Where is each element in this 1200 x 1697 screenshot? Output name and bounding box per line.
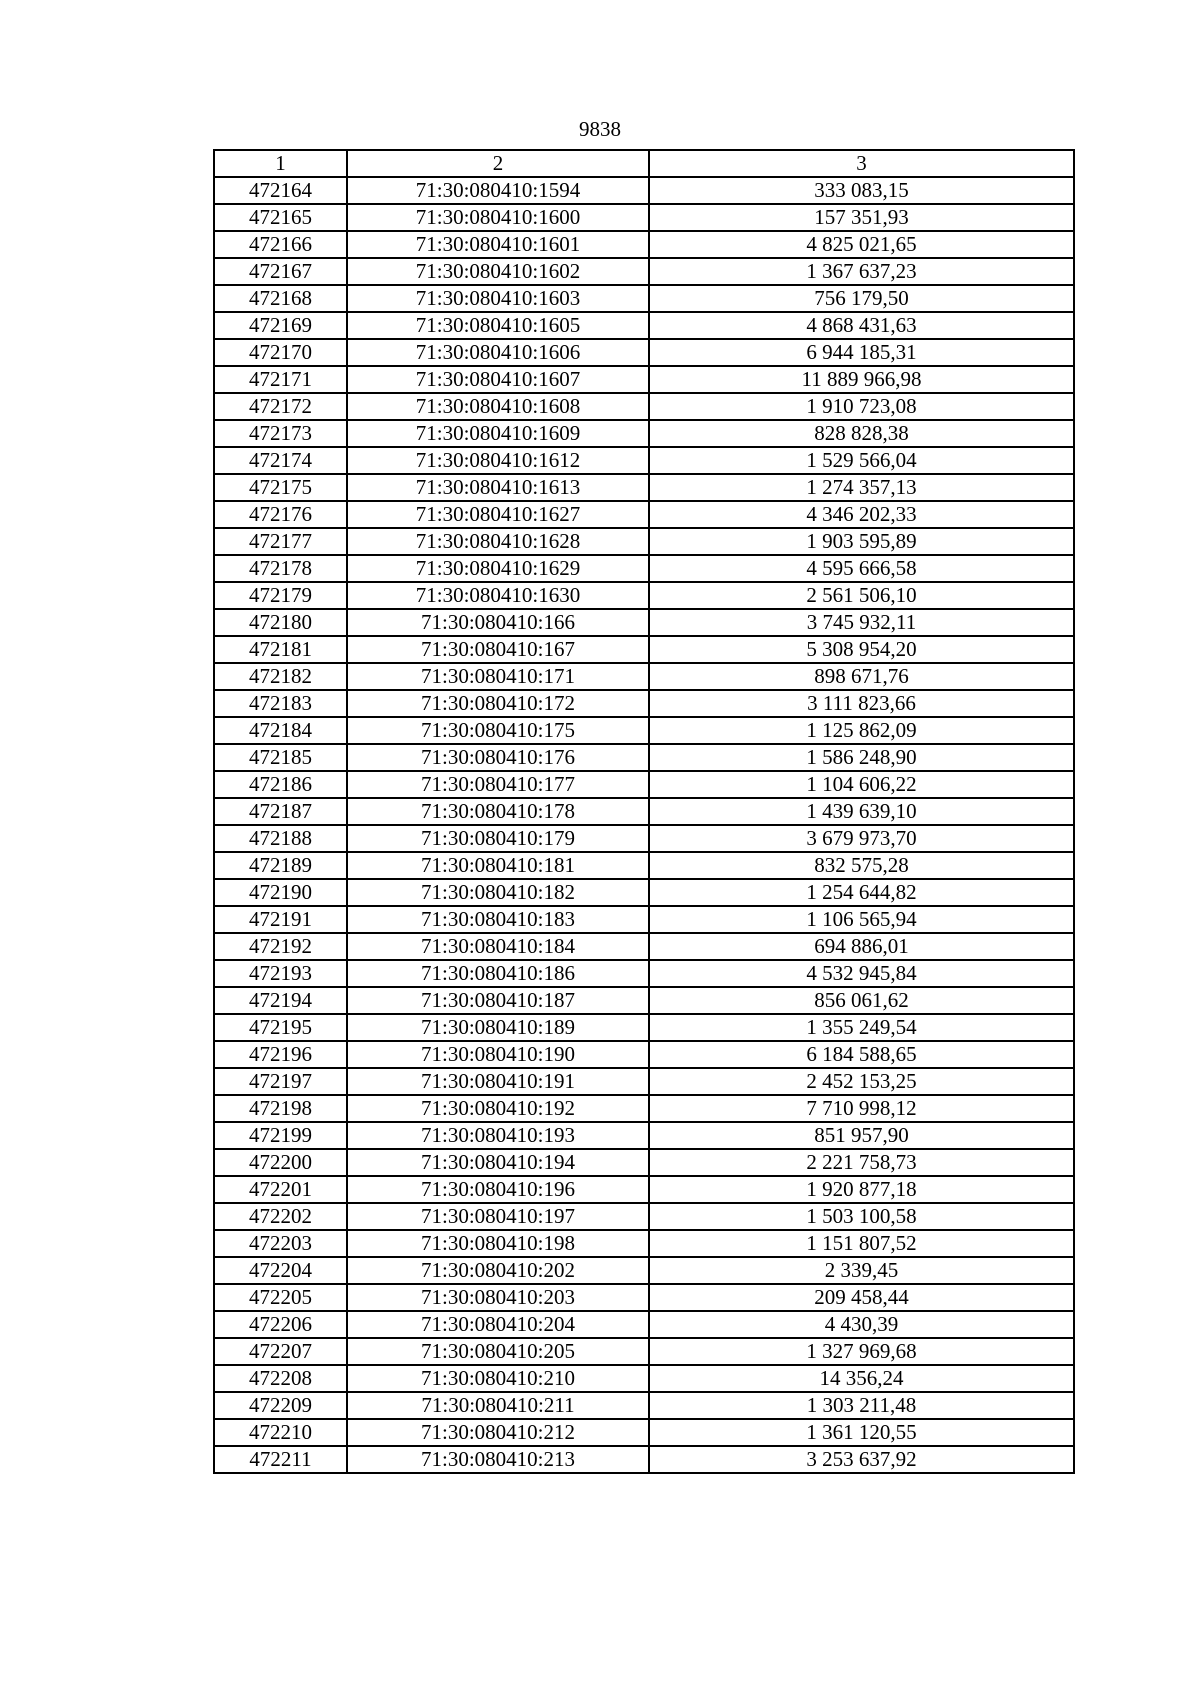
record-number-cell: 472168 <box>214 285 347 312</box>
table-row <box>214 879 1074 906</box>
record-number-cell: 472180 <box>214 609 347 636</box>
cadastral-number-cell: 71:30:080410:193 <box>347 1122 649 1149</box>
value-cell: 756 179,50 <box>649 285 1074 312</box>
header-row <box>214 150 1074 177</box>
record-number-cell: 472200 <box>214 1149 347 1176</box>
cadastral-number-cell: 71:30:080410:1602 <box>347 258 649 285</box>
cadastral-number-cell: 71:30:080410:1605 <box>347 312 649 339</box>
value-cell: 1 439 639,10 <box>649 798 1074 825</box>
record-number-cell: 472196 <box>214 1041 347 1068</box>
cadastral-number-cell: 71:30:080410:203 <box>347 1284 649 1311</box>
cadastral-number-cell: 71:30:080410:166 <box>347 609 649 636</box>
record-number-cell: 472192 <box>214 933 347 960</box>
page-number: 9838 <box>579 117 621 141</box>
record-number-cell: 472188 <box>214 825 347 852</box>
value-cell: 209 458,44 <box>649 1284 1074 1311</box>
value-cell: 828 828,38 <box>649 420 1074 447</box>
cadastral-number-cell: 71:30:080410:181 <box>347 852 649 879</box>
cadastral-number-cell: 71:30:080410:192 <box>347 1095 649 1122</box>
table-row <box>214 663 1074 690</box>
value-cell: 1 104 606,22 <box>649 771 1074 798</box>
table-row <box>214 204 1074 231</box>
value-cell: 851 957,90 <box>649 1122 1074 1149</box>
table-row <box>214 1419 1074 1446</box>
value-cell: 4 868 431,63 <box>649 312 1074 339</box>
value-cell: 1 361 120,55 <box>649 1419 1074 1446</box>
record-number-cell: 472194 <box>214 987 347 1014</box>
record-number-cell: 472197 <box>214 1068 347 1095</box>
record-number-cell: 472173 <box>214 420 347 447</box>
record-number-cell: 472179 <box>214 582 347 609</box>
table-row <box>214 1122 1074 1149</box>
value-cell: 898 671,76 <box>649 663 1074 690</box>
cadastral-number-cell: 71:30:080410:187 <box>347 987 649 1014</box>
table-row <box>214 717 1074 744</box>
table-row <box>214 1230 1074 1257</box>
value-cell: 1 254 644,82 <box>649 879 1074 906</box>
record-number-cell: 472184 <box>214 717 347 744</box>
table-row <box>214 1149 1074 1176</box>
table-row <box>214 528 1074 555</box>
cadastral-number-cell: 71:30:080410:1613 <box>347 474 649 501</box>
cadastral-number-cell: 71:30:080410:1600 <box>347 204 649 231</box>
record-number-cell: 472177 <box>214 528 347 555</box>
cadastral-number-cell: 71:30:080410:1601 <box>347 231 649 258</box>
value-cell: 157 351,93 <box>649 204 1074 231</box>
record-number-cell: 472174 <box>214 447 347 474</box>
table-row <box>214 339 1074 366</box>
value-cell: 2 221 758,73 <box>649 1149 1074 1176</box>
column-header-2: 2 <box>347 150 649 177</box>
value-cell: 4 532 945,84 <box>649 960 1074 987</box>
cadastral-number-cell: 71:30:080410:177 <box>347 771 649 798</box>
value-cell: 1 586 248,90 <box>649 744 1074 771</box>
value-cell: 1 355 249,54 <box>649 1014 1074 1041</box>
value-cell: 11 889 966,98 <box>649 366 1074 393</box>
value-cell: 1 125 862,09 <box>649 717 1074 744</box>
table-row <box>214 960 1074 987</box>
cadastral-number-cell: 71:30:080410:1609 <box>347 420 649 447</box>
cadastral-number-cell: 71:30:080410:184 <box>347 933 649 960</box>
cadastral-number-cell: 71:30:080410:183 <box>347 906 649 933</box>
cadastral-number-cell: 71:30:080410:176 <box>347 744 649 771</box>
cadastral-number-cell: 71:30:080410:171 <box>347 663 649 690</box>
table-row <box>214 1041 1074 1068</box>
data-table <box>213 149 1075 1474</box>
record-number-cell: 472201 <box>214 1176 347 1203</box>
column-header-3: 3 <box>649 150 1074 177</box>
record-number-cell: 472203 <box>214 1230 347 1257</box>
table-row <box>214 1257 1074 1284</box>
cadastral-number-cell: 71:30:080410:182 <box>347 879 649 906</box>
value-cell: 1 503 100,58 <box>649 1203 1074 1230</box>
value-cell: 1 151 807,52 <box>649 1230 1074 1257</box>
value-cell: 1 106 565,94 <box>649 906 1074 933</box>
table-header <box>214 150 1074 177</box>
cadastral-number-cell: 71:30:080410:191 <box>347 1068 649 1095</box>
record-number-cell: 472199 <box>214 1122 347 1149</box>
value-cell: 856 061,62 <box>649 987 1074 1014</box>
value-cell: 14 356,24 <box>649 1365 1074 1392</box>
table-row <box>214 1068 1074 1095</box>
table-row <box>214 177 1074 204</box>
table-row <box>214 1446 1074 1473</box>
table-row <box>214 366 1074 393</box>
value-cell: 4 430,39 <box>649 1311 1074 1338</box>
table-row <box>214 1203 1074 1230</box>
cadastral-number-cell: 71:30:080410:1606 <box>347 339 649 366</box>
record-number-cell: 472209 <box>214 1392 347 1419</box>
value-cell: 1 529 566,04 <box>649 447 1074 474</box>
value-cell: 1 367 637,23 <box>649 258 1074 285</box>
table-row <box>214 1365 1074 1392</box>
record-number-cell: 472167 <box>214 258 347 285</box>
record-number-cell: 472190 <box>214 879 347 906</box>
value-cell: 1 903 595,89 <box>649 528 1074 555</box>
cadastral-number-cell: 71:30:080410:179 <box>347 825 649 852</box>
table-row <box>214 393 1074 420</box>
value-cell: 1 327 969,68 <box>649 1338 1074 1365</box>
cadastral-number-cell: 71:30:080410:189 <box>347 1014 649 1041</box>
table-row <box>214 1392 1074 1419</box>
cadastral-number-cell: 71:30:080410:1603 <box>347 285 649 312</box>
table-row <box>214 1176 1074 1203</box>
record-number-cell: 472186 <box>214 771 347 798</box>
value-cell: 4 825 021,65 <box>649 231 1074 258</box>
cadastral-number-cell: 71:30:080410:1594 <box>347 177 649 204</box>
record-number-cell: 472206 <box>214 1311 347 1338</box>
record-number-cell: 472182 <box>214 663 347 690</box>
record-number-cell: 472172 <box>214 393 347 420</box>
value-cell: 1 920 877,18 <box>649 1176 1074 1203</box>
table-row <box>214 825 1074 852</box>
table-row <box>214 420 1074 447</box>
record-number-cell: 472181 <box>214 636 347 663</box>
record-number-cell: 472171 <box>214 366 347 393</box>
table-row <box>214 1095 1074 1122</box>
value-cell: 4 346 202,33 <box>649 501 1074 528</box>
cadastral-number-cell: 71:30:080410:196 <box>347 1176 649 1203</box>
record-number-cell: 472166 <box>214 231 347 258</box>
table-row <box>214 933 1074 960</box>
record-number-cell: 472208 <box>214 1365 347 1392</box>
table-row <box>214 555 1074 582</box>
cadastral-number-cell: 71:30:080410:210 <box>347 1365 649 1392</box>
cadastral-number-cell: 71:30:080410:1629 <box>347 555 649 582</box>
cadastral-number-cell: 71:30:080410:194 <box>347 1149 649 1176</box>
value-cell: 1 910 723,08 <box>649 393 1074 420</box>
cadastral-number-cell: 71:30:080410:198 <box>347 1230 649 1257</box>
table-row <box>214 1311 1074 1338</box>
table-row <box>214 285 1074 312</box>
cadastral-number-cell: 71:30:080410:167 <box>347 636 649 663</box>
value-cell: 1 303 211,48 <box>649 1392 1074 1419</box>
table-row <box>214 447 1074 474</box>
record-number-cell: 472170 <box>214 339 347 366</box>
record-number-cell: 472164 <box>214 177 347 204</box>
record-number-cell: 472210 <box>214 1419 347 1446</box>
record-number-cell: 472205 <box>214 1284 347 1311</box>
table-body <box>214 177 1074 1473</box>
table-row <box>214 1284 1074 1311</box>
table-row <box>214 771 1074 798</box>
cadastral-number-cell: 71:30:080410:190 <box>347 1041 649 1068</box>
table-row <box>214 474 1074 501</box>
table-row <box>214 798 1074 825</box>
table-row <box>214 852 1074 879</box>
cadastral-number-cell: 71:30:080410:212 <box>347 1419 649 1446</box>
table-row <box>214 501 1074 528</box>
value-cell: 2 339,45 <box>649 1257 1074 1284</box>
value-cell: 1 274 357,13 <box>649 474 1074 501</box>
table-row <box>214 987 1074 1014</box>
table-row <box>214 1338 1074 1365</box>
cadastral-number-cell: 71:30:080410:1608 <box>347 393 649 420</box>
value-cell: 3 253 637,92 <box>649 1446 1074 1473</box>
table-row <box>214 258 1074 285</box>
cadastral-number-cell: 71:30:080410:178 <box>347 798 649 825</box>
record-number-cell: 472198 <box>214 1095 347 1122</box>
value-cell: 3 111 823,66 <box>649 690 1074 717</box>
table-row <box>214 231 1074 258</box>
value-cell: 3 679 973,70 <box>649 825 1074 852</box>
record-number-cell: 472176 <box>214 501 347 528</box>
table-row <box>214 312 1074 339</box>
record-number-cell: 472193 <box>214 960 347 987</box>
record-number-cell: 472211 <box>214 1446 347 1473</box>
record-number-cell: 472204 <box>214 1257 347 1284</box>
value-cell: 6 944 185,31 <box>649 339 1074 366</box>
record-number-cell: 472185 <box>214 744 347 771</box>
value-cell: 333 083,15 <box>649 177 1074 204</box>
column-header-1: 1 <box>214 150 347 177</box>
cadastral-number-cell: 71:30:080410:197 <box>347 1203 649 1230</box>
table-row <box>214 690 1074 717</box>
cadastral-number-cell: 71:30:080410:175 <box>347 717 649 744</box>
value-cell: 4 595 666,58 <box>649 555 1074 582</box>
value-cell: 3 745 932,11 <box>649 609 1074 636</box>
record-number-cell: 472189 <box>214 852 347 879</box>
cadastral-number-cell: 71:30:080410:202 <box>347 1257 649 1284</box>
table-row <box>214 636 1074 663</box>
table-row <box>214 1014 1074 1041</box>
value-cell: 832 575,28 <box>649 852 1074 879</box>
record-number-cell: 472207 <box>214 1338 347 1365</box>
record-number-cell: 472165 <box>214 204 347 231</box>
cadastral-number-cell: 71:30:080410:172 <box>347 690 649 717</box>
record-number-cell: 472187 <box>214 798 347 825</box>
record-number-cell: 472175 <box>214 474 347 501</box>
cadastral-number-cell: 71:30:080410:1628 <box>347 528 649 555</box>
record-number-cell: 472183 <box>214 690 347 717</box>
value-cell: 2 561 506,10 <box>649 582 1074 609</box>
table-row <box>214 744 1074 771</box>
table-row <box>214 609 1074 636</box>
cadastral-number-cell: 71:30:080410:186 <box>347 960 649 987</box>
cadastral-number-cell: 71:30:080410:204 <box>347 1311 649 1338</box>
record-number-cell: 472178 <box>214 555 347 582</box>
cadastral-number-cell: 71:30:080410:1607 <box>347 366 649 393</box>
table-row <box>214 906 1074 933</box>
cadastral-number-cell: 71:30:080410:1630 <box>347 582 649 609</box>
value-cell: 6 184 588,65 <box>649 1041 1074 1068</box>
table-row <box>214 582 1074 609</box>
record-number-cell: 472191 <box>214 906 347 933</box>
cadastral-number-cell: 71:30:080410:213 <box>347 1446 649 1473</box>
cadastral-number-cell: 71:30:080410:205 <box>347 1338 649 1365</box>
value-cell: 5 308 954,20 <box>649 636 1074 663</box>
record-number-cell: 472169 <box>214 312 347 339</box>
record-number-cell: 472202 <box>214 1203 347 1230</box>
value-cell: 7 710 998,12 <box>649 1095 1074 1122</box>
value-cell: 694 886,01 <box>649 933 1074 960</box>
cadastral-number-cell: 71:30:080410:211 <box>347 1392 649 1419</box>
record-number-cell: 472195 <box>214 1014 347 1041</box>
cadastral-number-cell: 71:30:080410:1612 <box>347 447 649 474</box>
value-cell: 2 452 153,25 <box>649 1068 1074 1095</box>
cadastral-number-cell: 71:30:080410:1627 <box>347 501 649 528</box>
